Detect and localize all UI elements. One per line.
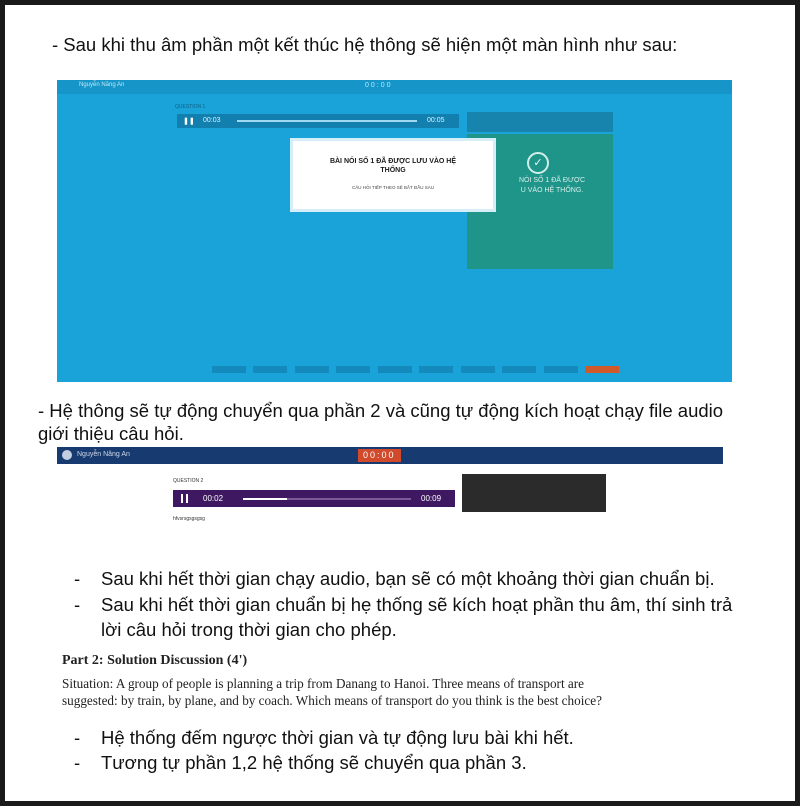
situation-line-2: suggested: by train, by plane, and by coach. Which means of transport do you think is the best choice? (62, 693, 602, 708)
user-name: Nguyễn Năng An (77, 451, 130, 458)
screenshot-part2-header (57, 447, 723, 464)
time-current: 00:02 (203, 494, 224, 503)
bullet-marker: - (74, 568, 81, 589)
bottom-tab[interactable] (502, 366, 536, 373)
question-label: QUESTION 2 (173, 478, 204, 484)
video-panel (462, 474, 606, 512)
side-panel-header (467, 112, 613, 132)
intro-line-2b: giới thiệu câu hỏi. (38, 423, 184, 444)
bottom-tab[interactable] (544, 366, 578, 373)
bullet-item-continued: lời câu hỏi trong thời gian cho phép. (101, 619, 397, 640)
bottom-tab-active[interactable] (585, 366, 619, 373)
check-icon: ✓ (527, 152, 549, 174)
bottom-tab[interactable] (253, 366, 287, 373)
intro-line-1: - Sau khi thu âm phần một kết thúc hệ thông sẽ hiện một màn hình như sau: (52, 34, 678, 55)
bottom-tab[interactable] (212, 366, 246, 373)
bottom-tab[interactable] (295, 366, 329, 373)
side-text-1: NÓI SỐ 1 ĐÃ ĐƯỢC (518, 177, 586, 184)
bottom-tab[interactable] (461, 366, 495, 373)
audio-player (177, 114, 459, 128)
pause-icon[interactable] (181, 494, 188, 503)
time-total: 00:05 (427, 117, 445, 124)
side-panel-text (497, 176, 607, 196)
dialog-title-line-2: THỐNG (380, 167, 406, 174)
dialog-title-line-1: BÀI NÓI SỐ 1 ĐÃ ĐƯỢC LƯU VÀO HỆ (329, 158, 457, 165)
timer: 00:00 (358, 449, 401, 462)
bullet-marker: - (74, 752, 81, 773)
progress-track[interactable] (243, 498, 411, 500)
dialog-subtitle: CÂU HỎI TIẾP THEO SẼ BẮT ĐẦU SAU (352, 185, 434, 190)
bullet-item: Hệ thống đếm ngược thời gian và tự động lưu bài khi hết. (101, 727, 574, 748)
situation-line-1: Situation: A group of people is planning a trip from Danang to Hanoi. Three means of transport are (62, 676, 585, 691)
part2-heading: Part 2: Solution Discussion (4') (62, 653, 248, 668)
audio-player (173, 490, 455, 507)
time-total: 00:09 (421, 494, 442, 503)
side-text-2: U VÀO HỆ THỐNG. (520, 187, 584, 194)
bullet-marker: - (74, 594, 81, 615)
saved-dialog (290, 138, 496, 212)
bullet-item: Sau khi hết thời gian chạy audio, bạn sẽ có một khoảng thời gian chuẩn bị. (101, 568, 715, 589)
progress-fill (243, 498, 287, 500)
intro-line-2a: - Hệ thông sẽ tự động chuyển qua phần 2 và cũng tự động kích hoạt chạy file audio (38, 400, 724, 421)
timer: 00:00 (365, 82, 393, 89)
time-current: 00:03 (203, 117, 221, 124)
bottom-tabs (212, 366, 622, 375)
bottom-tab[interactable] (336, 366, 370, 373)
bottom-tab[interactable] (378, 366, 412, 373)
bullet-item: Tương tự phần 1,2 hệ thống sẽ chuyển qua phần 3. (101, 752, 527, 773)
progress-track (237, 120, 417, 122)
dialog-title (293, 157, 493, 175)
pause-icon: ❚❚ (183, 118, 195, 125)
screenshot-part1-saved (57, 80, 732, 382)
user-name: Nguyễn Năng An (79, 82, 125, 88)
bottom-tab[interactable] (419, 366, 453, 373)
question-label: QUESTION 1 (175, 104, 206, 110)
bullet-item: Sau khi hết thời gian chuẩn bị hẹ thống sẽ kích hoạt phần thu âm, thí sinh trả (101, 594, 733, 615)
question-subtext: hfvsrsgsgsgsg (173, 516, 205, 522)
bullet-marker: - (74, 727, 81, 748)
avatar (62, 450, 72, 460)
top-bar (57, 80, 732, 94)
